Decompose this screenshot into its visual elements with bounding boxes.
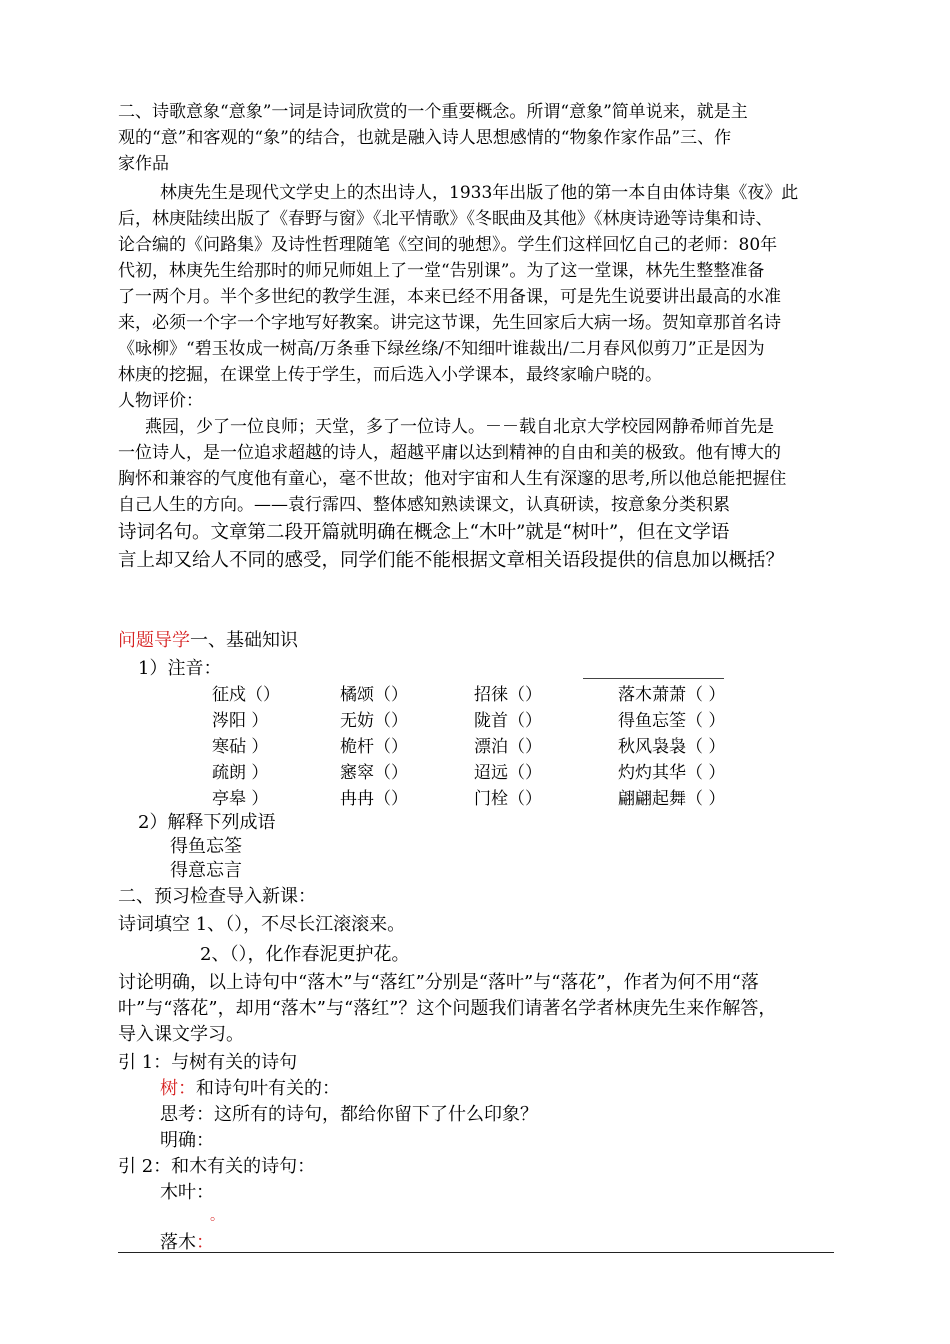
summary-line-1: 诗词名句。文章第二段开篇就明确在概念上“木叶”就是“树叶”，但在文学语	[118, 522, 730, 543]
evaluation-line-2: 一位诗人，是一位追求超越的诗人，超越平庸以达到精神的自由和美的极致。他有博大的	[118, 443, 781, 463]
lead2-title: 引 2：和木有关的诗句：	[118, 1156, 316, 1177]
fill-blank-2: 2、（），化作春泥更护花。	[200, 944, 410, 965]
tree-label: 树：	[160, 1078, 196, 1099]
author-line-3: 论合编的《问路集》及诗性哲理随笔《空间的驰想》。学生们这样回忆自己的老师：80年	[118, 235, 778, 255]
preview-heading: 二、预习检查导入新课：	[118, 886, 316, 907]
pinyin-cell: 无妨（）	[340, 711, 408, 731]
author-line-2: 后，林庚陆续出版了《春野与窗》《北平情歌》《冬眠曲及其他》《林庚诗逊等诗集和诗、	[118, 209, 773, 229]
pinyin-cell: 翩翩起舞（ ）	[618, 789, 726, 809]
evaluation-line-1: 燕园，少了一位良师；天堂，多了一位诗人。－－载自北京大学校园网静希师首先是	[145, 417, 774, 437]
guide-heading-rest: 一、基础知识	[190, 630, 298, 651]
pinyin-cell: 桅杆（）	[340, 737, 408, 757]
guide-heading	[118, 626, 298, 652]
author-line-8: 林庚的挖掘，在课堂上传于学生，而后选入小学课本，最终家喻户晓的。	[118, 365, 662, 385]
summary-line-2: 言上却又给人不同的感受，同学们能不能根据文章相关语段提供的信息加以概括？	[118, 550, 785, 571]
pinyin-cell: 落木萧萧（ ）	[618, 685, 726, 705]
lead1-title: 引 1：与树有关的诗句	[118, 1052, 298, 1073]
intro-line-1: 二、诗歌意象“意象”一词是诗词欣赏的一个重要概念。所谓“意象”简单说来，就是主	[118, 102, 748, 122]
luomu-label: 落木	[160, 1232, 196, 1253]
idiom-label: 2）解释下列成语	[138, 812, 276, 833]
pinyin-cell: 漂泊（）	[474, 737, 542, 757]
guide-red-label: 问题导学	[118, 630, 190, 651]
pinyin-cell: 窸窣（）	[340, 763, 408, 783]
pinyin-cell: 迢远（）	[474, 763, 542, 783]
lead2-muye: 木叶：	[160, 1182, 214, 1203]
intro-line-3: 家作品	[118, 154, 169, 174]
discussion-line-1: 讨论明确，以上诗句中“落木”与“落红”分别是“落叶”与“落花”，作者为何不用“落	[118, 972, 759, 993]
idiom-item: 得鱼忘筌	[170, 836, 242, 857]
lead1-tree-line	[160, 1074, 340, 1100]
evaluation-heading: 人物评价：	[118, 391, 203, 411]
pinyin-cell: 陇首（）	[474, 711, 542, 731]
decorative-rule-bottom	[118, 1252, 834, 1253]
pinyin-cell: 涔阳 ）	[212, 711, 269, 731]
discussion-line-3: 导入课文学习。	[118, 1024, 244, 1045]
lead2-luomu-line	[160, 1228, 214, 1254]
author-line-1: 林庚先生是现代文学史上的杰出诗人，1933年出版了他的第一本自由体诗集《夜》此	[160, 183, 799, 203]
author-line-7: 《咏柳》“碧玉妆成一树高/万条垂下绿丝绦/不知细叶谁裁出/二月春风似剪刀”正是因为	[118, 339, 765, 359]
pinyin-cell: 橘颂（）	[340, 685, 408, 705]
pinyin-label: 1）注音：	[138, 658, 222, 679]
discussion-line-2: 叶”与“落花”，却用“落木”与“落红”？这个问题我们请著名学者林庚先生来作解答，	[118, 998, 777, 1019]
intro-line-2: 观的“意”和客观的“象”的结合，也就是融入诗人思想感情的“物象作家作品”三、作	[118, 128, 732, 148]
luomu-colon: ：	[196, 1232, 214, 1253]
author-line-6: 来，必须一个字一个字地写好教案。讲完这节课，先生回家后大病一场。贺知章那首名诗	[118, 313, 781, 333]
pinyin-cell: 灼灼其华（ ）	[618, 763, 726, 783]
pinyin-cell: 亭皋 ）	[212, 789, 269, 809]
author-line-5: 了一两个月。半个多世纪的教学生涯，本来已经不用备课，可是先生说要讲出最高的水准	[118, 287, 781, 307]
pinyin-cell: 门栓（）	[474, 789, 542, 809]
author-line-4: 代初，林庚先生给那时的师兄师姐上了一堂“告别课”。为了这一堂课，林先生整整准备	[118, 261, 765, 281]
evaluation-line-3: 胸怀和兼容的气度他有童心，毫不世故；他对宇宙和人生有深邃的思考,所以他总能把握住	[118, 469, 787, 489]
lead2-dot: 。	[210, 1208, 224, 1224]
tree-rest: 和诗句叶有关的：	[196, 1078, 340, 1099]
pinyin-cell: 秋风袅袅（ ）	[618, 737, 726, 757]
evaluation-line-4: 自己人生的方向。——袁行霈四、整体感知熟读课文，认真研读，按意象分类积累	[118, 495, 730, 515]
lead1-clear: 明确：	[160, 1130, 214, 1151]
fill-blank-1: 诗词填空 1、（），不尽长江滚滚来。	[118, 914, 406, 935]
pinyin-cell: 冉冉（）	[340, 789, 408, 809]
decorative-rule-top	[583, 678, 724, 679]
pinyin-cell: 疏朗 ）	[212, 763, 269, 783]
lead1-think: 思考：这所有的诗句，都给你留下了什么印象？	[160, 1104, 538, 1125]
pinyin-cell: 招徕（）	[474, 685, 542, 705]
idiom-item: 得意忘言	[170, 860, 242, 881]
pinyin-cell: 征戍（）	[212, 685, 280, 705]
pinyin-cell: 得鱼忘筌（ ）	[618, 711, 726, 731]
pinyin-cell: 寒砧 ）	[212, 737, 269, 757]
